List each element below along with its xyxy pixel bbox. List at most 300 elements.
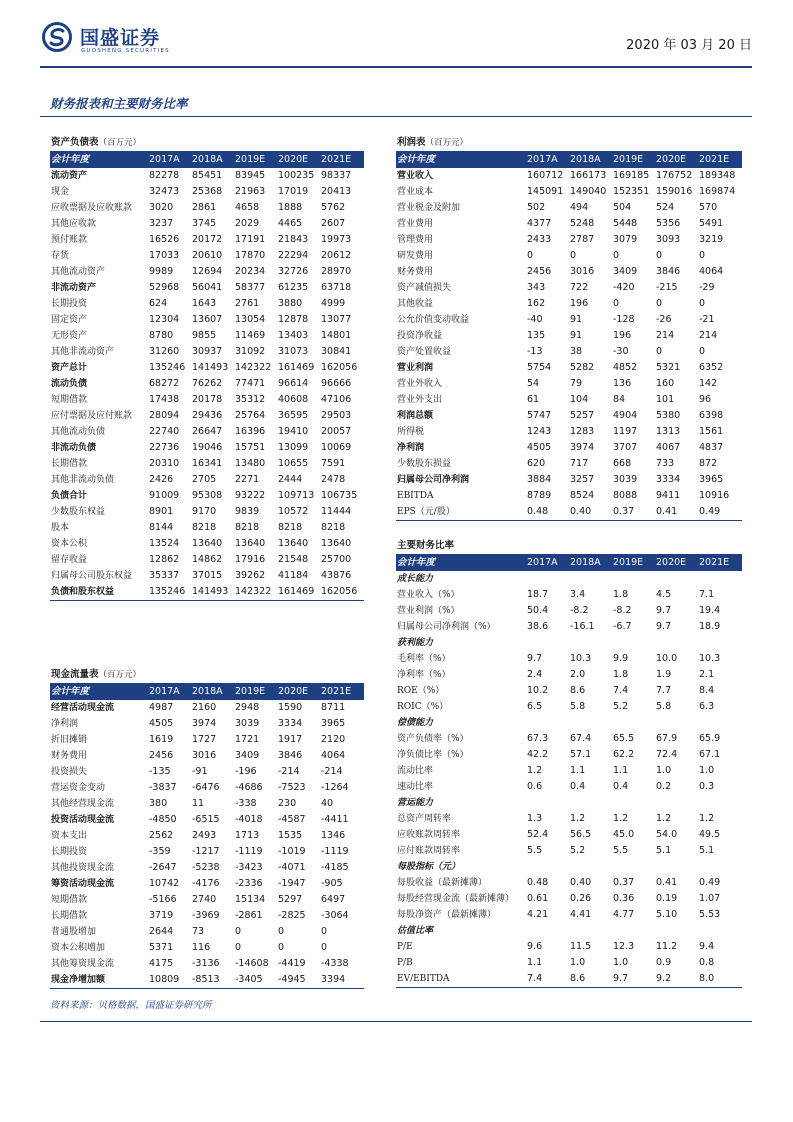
cell-value: 96614	[278, 378, 309, 389]
cell-value: 1917	[278, 734, 303, 745]
row-label: 固定资产	[51, 315, 88, 325]
cell-value: -4686	[235, 782, 263, 793]
header-year: 2017A	[149, 152, 192, 169]
header-year: 2020E	[656, 152, 699, 169]
cell-value: 82278	[149, 170, 180, 181]
cell-value: 61235	[278, 282, 309, 293]
cell-value: 8901	[149, 506, 174, 517]
table-row	[50, 184, 364, 200]
row-label: 经营活动现金流	[51, 703, 115, 713]
table-row	[396, 651, 742, 667]
table-row	[50, 956, 364, 972]
cell-value: 3020	[149, 202, 174, 213]
cell-value: 65.5	[613, 733, 635, 744]
cell-value	[699, 859, 742, 875]
cell-value: 16341	[192, 458, 223, 469]
cell-value: 73	[192, 926, 205, 937]
cell-value: 0.4	[613, 781, 629, 792]
cell-value: 4.77	[613, 909, 635, 920]
table-row	[396, 280, 742, 296]
header-year: 2021E	[699, 152, 742, 169]
cell-value: 76262	[192, 378, 223, 389]
cell-value	[613, 715, 656, 731]
row-label: 获利能力	[397, 638, 434, 648]
table-row	[50, 360, 364, 376]
table-row	[50, 504, 364, 520]
header-divider	[40, 66, 752, 68]
table-row	[396, 184, 742, 200]
row-label: 营业收入	[397, 171, 434, 181]
table-row	[50, 200, 364, 216]
row-label: 所得税	[397, 427, 425, 437]
cell-value	[527, 859, 570, 875]
cell-value: 9.7	[527, 653, 543, 664]
cell-value: -4945	[278, 972, 321, 989]
header-year: 2017A	[527, 555, 570, 572]
cell-value: 570	[699, 202, 718, 213]
table-header-row	[396, 555, 742, 572]
table-unit: （百万元）	[98, 670, 142, 680]
row-label: 每股收益（最新摊薄）	[397, 878, 488, 888]
cell-value: 13640	[235, 538, 266, 549]
cell-value: 4067	[656, 442, 681, 453]
cell-value: 8.0	[699, 971, 742, 988]
cell-value: 37015	[192, 570, 223, 581]
cell-value: 8.4	[699, 685, 715, 696]
header-year: 2020E	[278, 152, 321, 169]
source-note: 资料来源：贝格数据，国盛证券研究所	[50, 1000, 212, 1011]
cell-value: 3039	[235, 718, 260, 729]
table-row	[50, 924, 364, 940]
cell-value: 10.0	[656, 653, 678, 664]
cell-value: 4837	[699, 442, 724, 453]
cell-value: 2705	[192, 474, 217, 485]
cell-value	[656, 635, 699, 651]
cell-value: 35337	[149, 570, 180, 581]
cell-value: 31092	[235, 346, 266, 357]
cell-value: 67.9	[656, 733, 678, 744]
cell-value: 717	[570, 458, 589, 469]
cell-value: 2761	[235, 298, 260, 309]
cell-value: 1.0	[570, 957, 586, 968]
cell-value: 20612	[321, 250, 352, 261]
row-label: 投资损失	[51, 767, 88, 777]
cell-value: 35312	[235, 394, 266, 405]
row-label: 营业外支出	[397, 395, 443, 405]
cell-value: 4377	[527, 218, 552, 229]
row-label: 其他筹资现金流	[51, 959, 115, 969]
cell-value: 56041	[192, 282, 223, 293]
table-row	[396, 795, 742, 811]
cell-value: 3394	[321, 972, 364, 989]
row-label: 应收票据及应收账款	[51, 203, 133, 213]
cell-value	[570, 859, 613, 875]
header-year: 2019E	[613, 152, 656, 169]
cell-value: -4411	[321, 814, 349, 825]
cell-value: 5371	[149, 942, 174, 953]
cell-value: 2160	[192, 702, 217, 713]
cell-value: 17019	[278, 186, 309, 197]
cell-value: 17870	[235, 250, 266, 261]
cell-value: 19973	[321, 234, 352, 245]
cell-value: 0.41	[656, 504, 699, 521]
cell-value: 16526	[149, 234, 180, 245]
row-label: 资本公积增加	[51, 943, 106, 953]
cell-value: 5.2	[613, 701, 629, 712]
cell-value: -3405	[235, 972, 278, 989]
cell-value: 1.2	[613, 813, 629, 824]
cell-value: 31260	[149, 346, 180, 357]
cell-value: 12304	[149, 314, 180, 325]
cell-value: 2444	[278, 474, 303, 485]
cell-value: 67.1	[699, 749, 721, 760]
cell-value: 9170	[192, 506, 217, 517]
cell-value: 3334	[278, 718, 303, 729]
cell-value: 2.4	[527, 669, 543, 680]
cell-value: 0.49	[699, 504, 742, 521]
cell-value: 5248	[570, 218, 595, 229]
table-row	[396, 907, 742, 923]
table-row	[396, 360, 742, 376]
cell-value: 5297	[278, 894, 303, 905]
table-title-row	[50, 135, 364, 152]
cell-value	[527, 635, 570, 651]
cell-value: 2861	[192, 202, 217, 213]
cell-value: 0	[321, 926, 328, 937]
table-row	[396, 296, 742, 312]
row-label: 无形资产	[51, 331, 88, 341]
row-label: 预付账款	[51, 235, 88, 245]
cell-value: 5.5	[613, 845, 629, 856]
table-row	[396, 232, 742, 248]
row-label: 股本	[51, 523, 70, 533]
cell-value: 3.4	[570, 589, 586, 600]
row-label: 流动负债	[51, 379, 88, 389]
cell-value: 58377	[235, 282, 266, 293]
table-row	[50, 168, 364, 184]
cell-value: 15751	[235, 442, 266, 453]
cell-value: -3969	[192, 910, 220, 921]
row-label: 负债和股东权益	[50, 584, 149, 601]
cell-value: 63718	[321, 282, 352, 293]
cell-value: 0	[613, 298, 620, 309]
cell-value: 3334	[656, 474, 681, 485]
cell-value: 2787	[570, 234, 595, 245]
cell-value: 0.36	[613, 893, 635, 904]
cell-value: -420	[613, 282, 635, 293]
row-label: 净利润	[51, 719, 79, 729]
cell-value: 0.40	[570, 504, 613, 521]
cell-value: -7523	[278, 782, 306, 793]
cell-value: 1727	[192, 734, 217, 745]
row-label: 普通股增加	[51, 927, 97, 937]
cell-value: 141493	[192, 362, 229, 373]
cell-value: 4505	[527, 442, 552, 453]
table-row	[50, 796, 364, 812]
cell-value: -5238	[192, 862, 220, 873]
cell-value: 1346	[321, 830, 346, 841]
cell-value: 3257	[570, 474, 595, 485]
cell-value: 12694	[192, 266, 223, 277]
cell-value: 3093	[656, 234, 681, 245]
cell-value: -338	[235, 798, 257, 809]
table-row	[396, 715, 742, 731]
row-label: 应付账款周转率	[397, 846, 461, 856]
cell-value: 22736	[149, 442, 180, 453]
header-year: 2021E	[699, 555, 742, 572]
cell-value: 10.3	[570, 653, 592, 664]
cell-value	[527, 571, 570, 587]
cell-value: 0.19	[656, 893, 678, 904]
cell-value: -3423	[235, 862, 263, 873]
cell-value: 5321	[656, 362, 681, 373]
cell-value: 106735	[321, 490, 358, 501]
cell-value: 6.5	[527, 701, 543, 712]
table-header-row	[50, 684, 364, 701]
cell-value: -135	[149, 766, 171, 777]
cell-value: 13077	[321, 314, 352, 325]
cell-value: 1283	[570, 426, 595, 437]
cell-value: 1.2	[656, 813, 672, 824]
cell-value: -1217	[192, 846, 220, 857]
cell-value: 3974	[192, 718, 217, 729]
table-row	[50, 860, 364, 876]
row-label: 少数股东损益	[397, 459, 452, 469]
cell-value: 11469	[235, 330, 266, 341]
row-label: 其他流动资产	[51, 267, 106, 277]
cell-value: -6.7	[613, 621, 632, 632]
cell-value: 160712	[527, 170, 564, 181]
table-row	[50, 232, 364, 248]
cell-value: 20057	[321, 426, 352, 437]
cell-value: -905	[321, 878, 343, 889]
table-title-text: 现金流量表	[51, 669, 99, 680]
cell-value: 0.4	[570, 781, 586, 792]
cell-value: 872	[699, 458, 718, 469]
cell-value: -8513	[192, 972, 235, 989]
table-row	[50, 716, 364, 732]
cell-value: -91	[192, 766, 208, 777]
cell-value: 1.0	[699, 765, 715, 776]
cell-value: 13607	[192, 314, 223, 325]
row-label: 营运能力	[397, 798, 434, 808]
cell-value: 10742	[149, 878, 180, 889]
row-label: 归属母公司净利润（%）	[397, 622, 496, 632]
row-label: P/E	[397, 942, 413, 952]
header-year: 2018A	[570, 152, 613, 169]
table-row	[50, 700, 364, 716]
row-label: 长期投资	[51, 847, 88, 857]
cell-value: 3016	[570, 266, 595, 277]
cell-value: 160	[656, 378, 675, 389]
cell-value	[613, 571, 656, 587]
cell-value: 104	[570, 394, 589, 405]
cell-value: 9855	[192, 330, 217, 341]
income-statement-table	[396, 135, 742, 521]
row-label: 其他经营现金流	[51, 799, 115, 809]
row-label: 归属母公司净利润	[397, 475, 470, 485]
cell-value: 0.3	[699, 781, 715, 792]
cell-value: -215	[656, 282, 678, 293]
cell-value: 10572	[278, 506, 309, 517]
cell-value: 1888	[278, 202, 303, 213]
table-row	[396, 747, 742, 763]
cell-value: 3016	[192, 750, 217, 761]
cell-value: -128	[613, 314, 635, 325]
table-row	[396, 264, 742, 280]
cell-value: 135246	[149, 362, 186, 373]
row-label: 其他非流动负债	[51, 475, 115, 485]
page-header	[40, 18, 752, 66]
cell-value: 13099	[278, 442, 309, 453]
cell-value: 3219	[699, 234, 724, 245]
row-label: EPS（元/股）	[396, 504, 527, 521]
table-row	[50, 472, 364, 488]
table-title-text: 主要财务比率	[397, 540, 455, 551]
cell-value: 620	[527, 458, 546, 469]
cell-value: 1243	[527, 426, 552, 437]
cell-value: 68272	[149, 378, 180, 389]
cell-value: -4185	[321, 862, 349, 873]
row-label: 资产处置收益	[397, 347, 452, 357]
cell-value: 13480	[235, 458, 266, 469]
table-row	[50, 296, 364, 312]
cell-value: 42.2	[527, 749, 549, 760]
cell-value: 0	[278, 942, 285, 953]
table-row	[50, 376, 364, 392]
row-label: ROE（%）	[397, 686, 445, 696]
table-row	[50, 908, 364, 924]
row-label: 长期借款	[51, 911, 88, 921]
company-name-en: GUOSHENG SECURITIES	[81, 48, 170, 54]
cell-value: 22740	[149, 426, 180, 437]
cell-value: 9.4	[699, 941, 715, 952]
section-divider	[40, 116, 752, 117]
cell-value: 11.2	[656, 941, 678, 952]
cell-value: 2948	[235, 702, 260, 713]
row-label: 归属母公司股东权益	[51, 571, 133, 581]
cell-value: 9.7	[613, 971, 656, 988]
cell-value: -13	[527, 346, 543, 357]
cell-value: 149040	[570, 186, 607, 197]
cell-value: 45.0	[613, 829, 635, 840]
cell-value: 0.9	[656, 957, 672, 968]
cell-value: -8.2	[570, 605, 589, 616]
cell-value: 5.8	[656, 701, 672, 712]
cell-value: 145091	[527, 186, 564, 197]
cell-value: -2336	[235, 878, 263, 889]
cell-value: 0	[278, 926, 285, 937]
header-year: 2018A	[192, 152, 235, 169]
cell-value: 524	[656, 202, 675, 213]
table-row	[50, 972, 364, 989]
cell-value	[699, 571, 742, 587]
row-label: 研发费用	[397, 251, 434, 261]
cell-value	[699, 923, 742, 939]
row-label: 营运资金变动	[51, 783, 106, 793]
cell-value: 12878	[278, 314, 309, 325]
cell-value: 1.2	[527, 765, 543, 776]
cell-value: 7.1	[699, 589, 715, 600]
header-year: 2020E	[278, 684, 321, 701]
table-row	[50, 828, 364, 844]
table-row	[396, 424, 742, 440]
cell-value: 1.2	[570, 813, 586, 824]
cell-value: 0.2	[656, 781, 672, 792]
cell-value: 722	[570, 282, 589, 293]
row-label: 短期借款	[51, 895, 88, 905]
table-row	[396, 843, 742, 859]
table-row	[396, 923, 742, 939]
cell-value	[570, 635, 613, 651]
cell-value	[699, 715, 742, 731]
row-label: 财务费用	[51, 751, 88, 761]
cell-value: 96	[699, 394, 712, 405]
row-label: 长期投资	[51, 299, 88, 309]
header-year: 2019E	[235, 152, 278, 169]
cell-value: 13524	[149, 538, 180, 549]
cell-value: -5166	[149, 894, 177, 905]
cell-value: 5.53	[699, 909, 721, 920]
cell-value: 47106	[321, 394, 352, 405]
cell-value: 0.6	[527, 781, 543, 792]
company-name: 国盛证券	[80, 27, 161, 49]
cell-value: 1561	[699, 426, 724, 437]
cell-value: 83945	[235, 170, 266, 181]
row-label: 非流动负债	[51, 443, 97, 453]
cell-value: 54	[527, 378, 540, 389]
cell-value: 4175	[149, 958, 174, 969]
cell-value: -14608	[235, 958, 269, 969]
cell-value: 1313	[656, 426, 681, 437]
table-title-text: 资产负债表	[51, 137, 99, 148]
row-label: 应付票据及应付账款	[51, 411, 133, 421]
cell-value: 5257	[570, 410, 595, 421]
row-label: 投资活动现金流	[51, 815, 115, 825]
cell-value: -4071	[278, 862, 306, 873]
cell-value: 18.9	[699, 621, 721, 632]
cell-value: 4.21	[527, 909, 549, 920]
table-row	[396, 168, 742, 184]
cell-value: 214	[656, 330, 675, 341]
cell-value: 196	[613, 330, 632, 341]
table-title	[50, 135, 364, 152]
row-label: 营业收入（%）	[397, 590, 460, 600]
row-label: 每股经营现金流（最新摊薄）	[397, 894, 515, 904]
cell-value: 25700	[321, 554, 352, 565]
row-label: 公允价值变动收益	[397, 315, 470, 325]
cell-value: 28094	[149, 410, 180, 421]
row-label: 存货	[51, 251, 70, 261]
cell-value: 9989	[149, 266, 174, 277]
row-label: 投资净收益	[397, 331, 443, 341]
cell-value: 4.41	[570, 909, 592, 920]
row-label: 非流动资产	[51, 283, 97, 293]
table-row	[50, 328, 364, 344]
cell-value: 62.2	[613, 749, 635, 760]
report-date: 2020 年 03 月 20 日	[626, 38, 752, 53]
cell-value: 61	[527, 394, 540, 405]
cell-value	[699, 795, 742, 811]
cell-value: 30937	[192, 346, 223, 357]
cell-value: -2647	[149, 862, 177, 873]
cell-value: 20178	[192, 394, 223, 405]
cell-value: 109713	[278, 490, 315, 501]
cell-value	[613, 859, 656, 875]
cell-value: 0	[699, 298, 706, 309]
cell-value: 40608	[278, 394, 309, 405]
row-label: 现金	[51, 187, 70, 197]
